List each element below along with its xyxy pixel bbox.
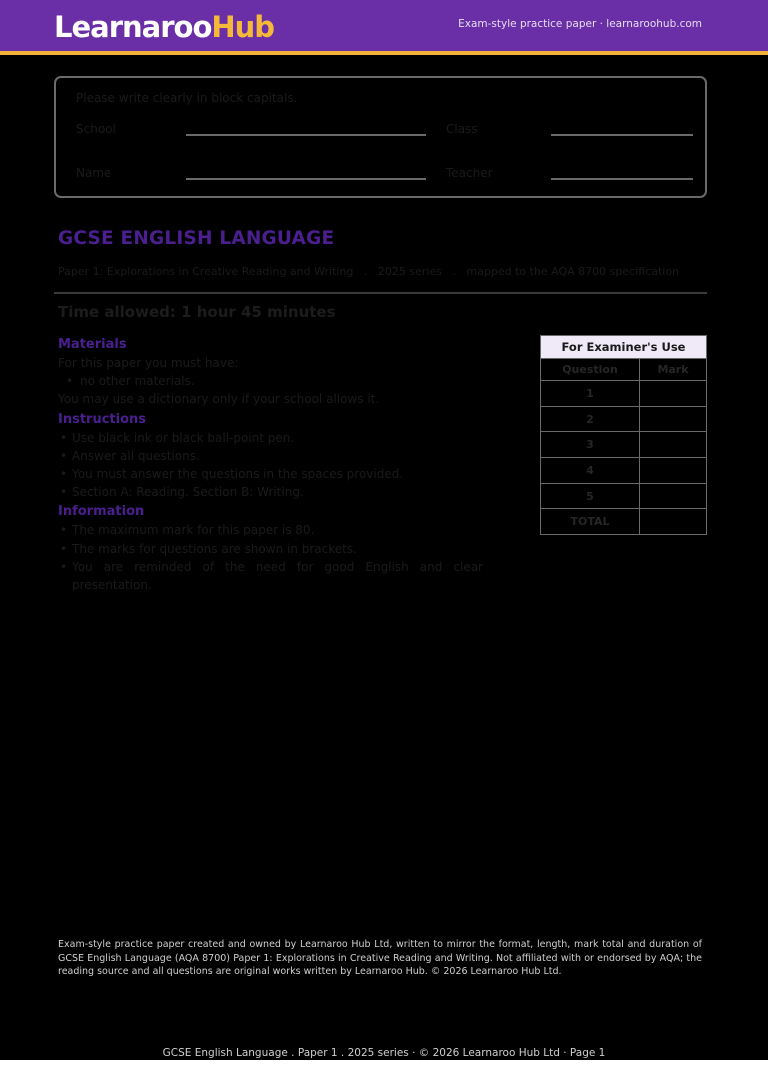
mark-cell[interactable] xyxy=(640,432,707,458)
name-field[interactable] xyxy=(186,178,426,180)
name-label: Name xyxy=(76,166,112,180)
teacher-field[interactable] xyxy=(551,178,693,180)
class-field[interactable] xyxy=(551,134,693,136)
learnaroo-hub-logo: LearnarooHub xyxy=(54,10,275,44)
information-item: • You are reminded of the need for good English and clear presentation. xyxy=(58,558,483,594)
examiner-use-table xyxy=(540,335,707,535)
paper-subtitle: Paper 1: Explorations in Creative Reading and Writing . 2025 series . mapped to the AQA 8700 specification xyxy=(58,265,680,278)
instruction-item: • Section A: Reading. Section B: Writing. xyxy=(58,483,483,501)
table-row xyxy=(541,458,707,484)
header-banner xyxy=(0,0,768,51)
candidate-details-box xyxy=(54,76,707,198)
table-row xyxy=(541,509,707,535)
copyright-notice: Exam-style practice paper created and owned by Learnaroo Hub Ltd, written to mirror the format, length, mark total and duration of GCSE English Language (AQA 8700) Paper 1: Explorations in Creative Reading and Writing. Not affiliated with or endorsed by AQA; the reading source and all questions are original works written by Learnaroo Hub. © 2026 Learnaroo Hub Ltd. xyxy=(58,939,702,977)
header-accent-bar xyxy=(0,51,768,55)
question-number: 3 xyxy=(541,432,640,458)
materials-heading: Materials xyxy=(58,337,127,352)
information-item: • The maximum mark for this paper is 80. xyxy=(58,521,483,539)
paper-title: GCSE ENGLISH LANGUAGE xyxy=(58,228,335,249)
instructions-heading: Instructions xyxy=(58,411,147,427)
question-number: 4 xyxy=(541,458,640,484)
time-allowed: Time allowed: 1 hour 45 minutes xyxy=(58,303,336,321)
divider xyxy=(54,292,707,294)
question-number: 5 xyxy=(541,483,640,509)
mark-cell[interactable] xyxy=(640,458,707,484)
mark-column-header: Mark xyxy=(640,359,707,381)
materials-intro: For this paper you must have: xyxy=(58,356,239,370)
page-footer: GCSE English Language . Paper 1 . 2025 series · © 2026 Learnaroo Hub Ltd · Page 1 xyxy=(162,1047,606,1059)
school-field[interactable] xyxy=(186,134,426,136)
materials-item: • no other materials. xyxy=(58,372,483,390)
header-tagline: Exam-style practice paper · learnaroohub.com xyxy=(458,18,702,30)
table-row xyxy=(541,406,707,432)
page-bottom-edge xyxy=(0,1060,768,1086)
table-row xyxy=(541,483,707,509)
front-cover-instructions xyxy=(58,336,483,594)
table-row xyxy=(541,432,707,458)
question-column-header: Question xyxy=(541,359,640,381)
total-mark-cell[interactable] xyxy=(640,509,707,535)
information-item: • The marks for questions are shown in brackets. xyxy=(58,540,483,558)
mark-cell[interactable] xyxy=(640,381,707,407)
class-label: Class xyxy=(446,122,478,136)
total-label: TOTAL xyxy=(541,509,640,535)
question-number: 2 xyxy=(541,406,640,432)
school-label: School xyxy=(76,122,116,136)
materials-note: You may use a dictionary only if your school allows it. xyxy=(58,392,380,407)
mark-cell[interactable] xyxy=(640,483,707,509)
instruction-item: • Answer all questions. xyxy=(58,447,483,465)
table-row xyxy=(541,381,707,407)
examiner-table-heading: For Examiner's Use xyxy=(541,336,707,359)
mark-cell[interactable] xyxy=(640,406,707,432)
instruction-item: • You must answer the questions in the spaces provided. xyxy=(58,465,483,483)
instruction-item: • Use black ink or black ball-point pen. xyxy=(58,429,483,447)
information-heading: Information xyxy=(58,504,145,520)
question-number: 1 xyxy=(541,381,640,407)
block-capitals-instruction: Please write clearly in block capitals. xyxy=(76,91,298,105)
teacher-label: Teacher xyxy=(446,166,493,180)
